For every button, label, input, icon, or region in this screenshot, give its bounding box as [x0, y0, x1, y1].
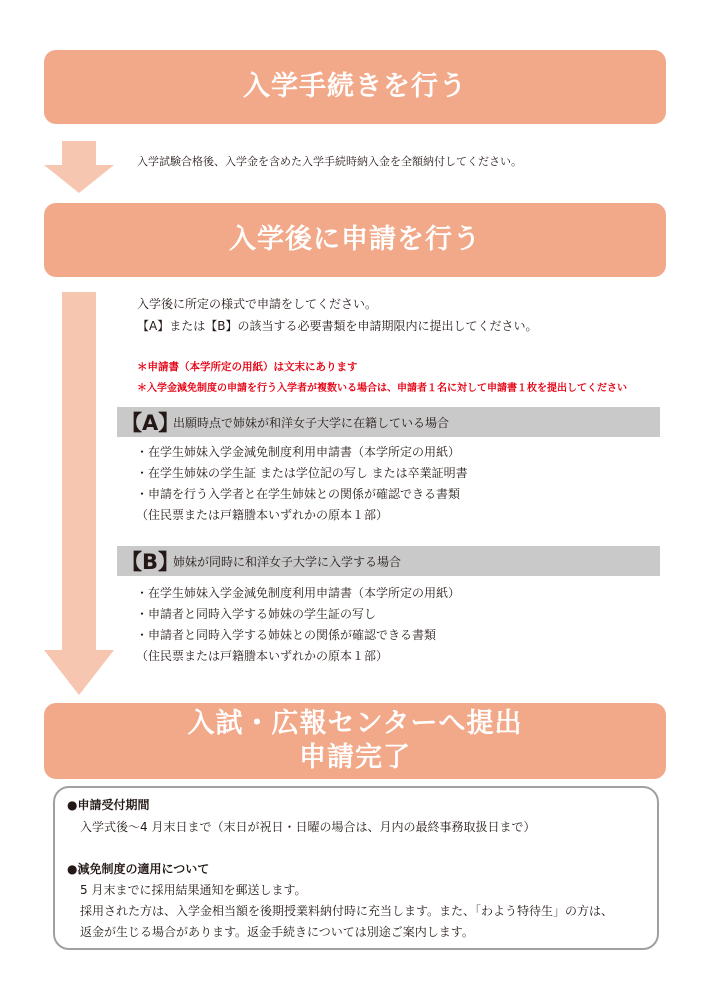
step-2-box: [44, 203, 666, 277]
step-3-title-line-1: 入試・広報センターへ提出: [187, 708, 523, 740]
step-1-title: 入学手続きを行う: [243, 71, 467, 103]
down-arrow-icon: [44, 141, 114, 193]
step-3-title-line-2: 申請完了: [299, 742, 411, 773]
section-a-item: ・申請を行う入学者と在学生姉妹との関係が確認できる書類: [136, 487, 461, 501]
section-b-list: [136, 583, 460, 667]
red-note-1: ＊申請書（本学所定の用紙）は文末にあります: [137, 361, 358, 373]
section-b-item: （住民票または戸籍謄本いずれかの原本１部）: [136, 649, 389, 663]
step-2-instruction-1: 入学後に所定の様式で申請をしてください。: [137, 297, 378, 311]
section-b-item: ・申請者と同時入学する姉妹の学生証の写し: [136, 607, 377, 621]
section-a-label: 【A】: [121, 411, 180, 435]
step-1-box: [44, 50, 666, 124]
section-a-item: ・在学生姉妹の学生証 または学位記の写し または卒業証明書: [136, 466, 468, 480]
section-a-list: [136, 442, 468, 526]
apply-text-1: 5 月末までに採用結果通知を郵送します。: [80, 883, 307, 897]
period-text: 入学式後～4 月末日まで（末日が祝日・日曜の場合は、月内の最終事務取扱日まで）: [80, 820, 536, 834]
section-b-label: 【B】: [121, 550, 180, 574]
section-b-item: ・申請者と同時入学する姉妹との関係が確認できる書類: [136, 628, 437, 642]
period-heading: ●申請受付期間: [67, 798, 150, 812]
section-a-item: （住民票または戸籍謄本いずれかの原本１部）: [136, 508, 389, 522]
step-2-title: 入学後に申請を行う: [229, 224, 481, 256]
section-b-header: [117, 546, 660, 576]
step-2-instruction-2: 【A】または【B】の該当する必要書類を申請期限内に提出してください。: [137, 319, 538, 333]
section-b-item: ・在学生姉妹入学金減免制度利用申請書（本学所定の用紙）: [136, 586, 461, 600]
apply-heading: ●減免制度の適用について: [67, 862, 210, 876]
section-b-caption: 姉妹が同時に和洋女子大学に入学する場合: [173, 554, 402, 569]
section-a-item: ・在学生姉妹入学金減免制度利用申請書（本学所定の用紙）: [136, 445, 461, 459]
section-a-header: [117, 407, 660, 437]
step-1-note: 入学試験合格後、入学金を含めた入学手続時納入金を全額納付してください。: [137, 155, 522, 168]
long-down-arrow-icon: [44, 292, 114, 695]
apply-text-3: 返金が生じる場合があります。返金手続きについては別途ご案内します。: [80, 925, 474, 939]
red-note-2: ＊入学金減免制度の申請を行う入学者が複数いる場合は、申請者１名に対して申請書１枚を提出してください: [137, 383, 627, 394]
apply-text-2: 採用された方は、入学金相当額を後期授業料納付時に充当します。また、「わよう特待生」の方は、: [80, 904, 614, 918]
step-3-box: [44, 703, 666, 779]
section-a-caption: 出願時点で姉妹が和洋女子大学に在籍している場合: [173, 415, 450, 430]
